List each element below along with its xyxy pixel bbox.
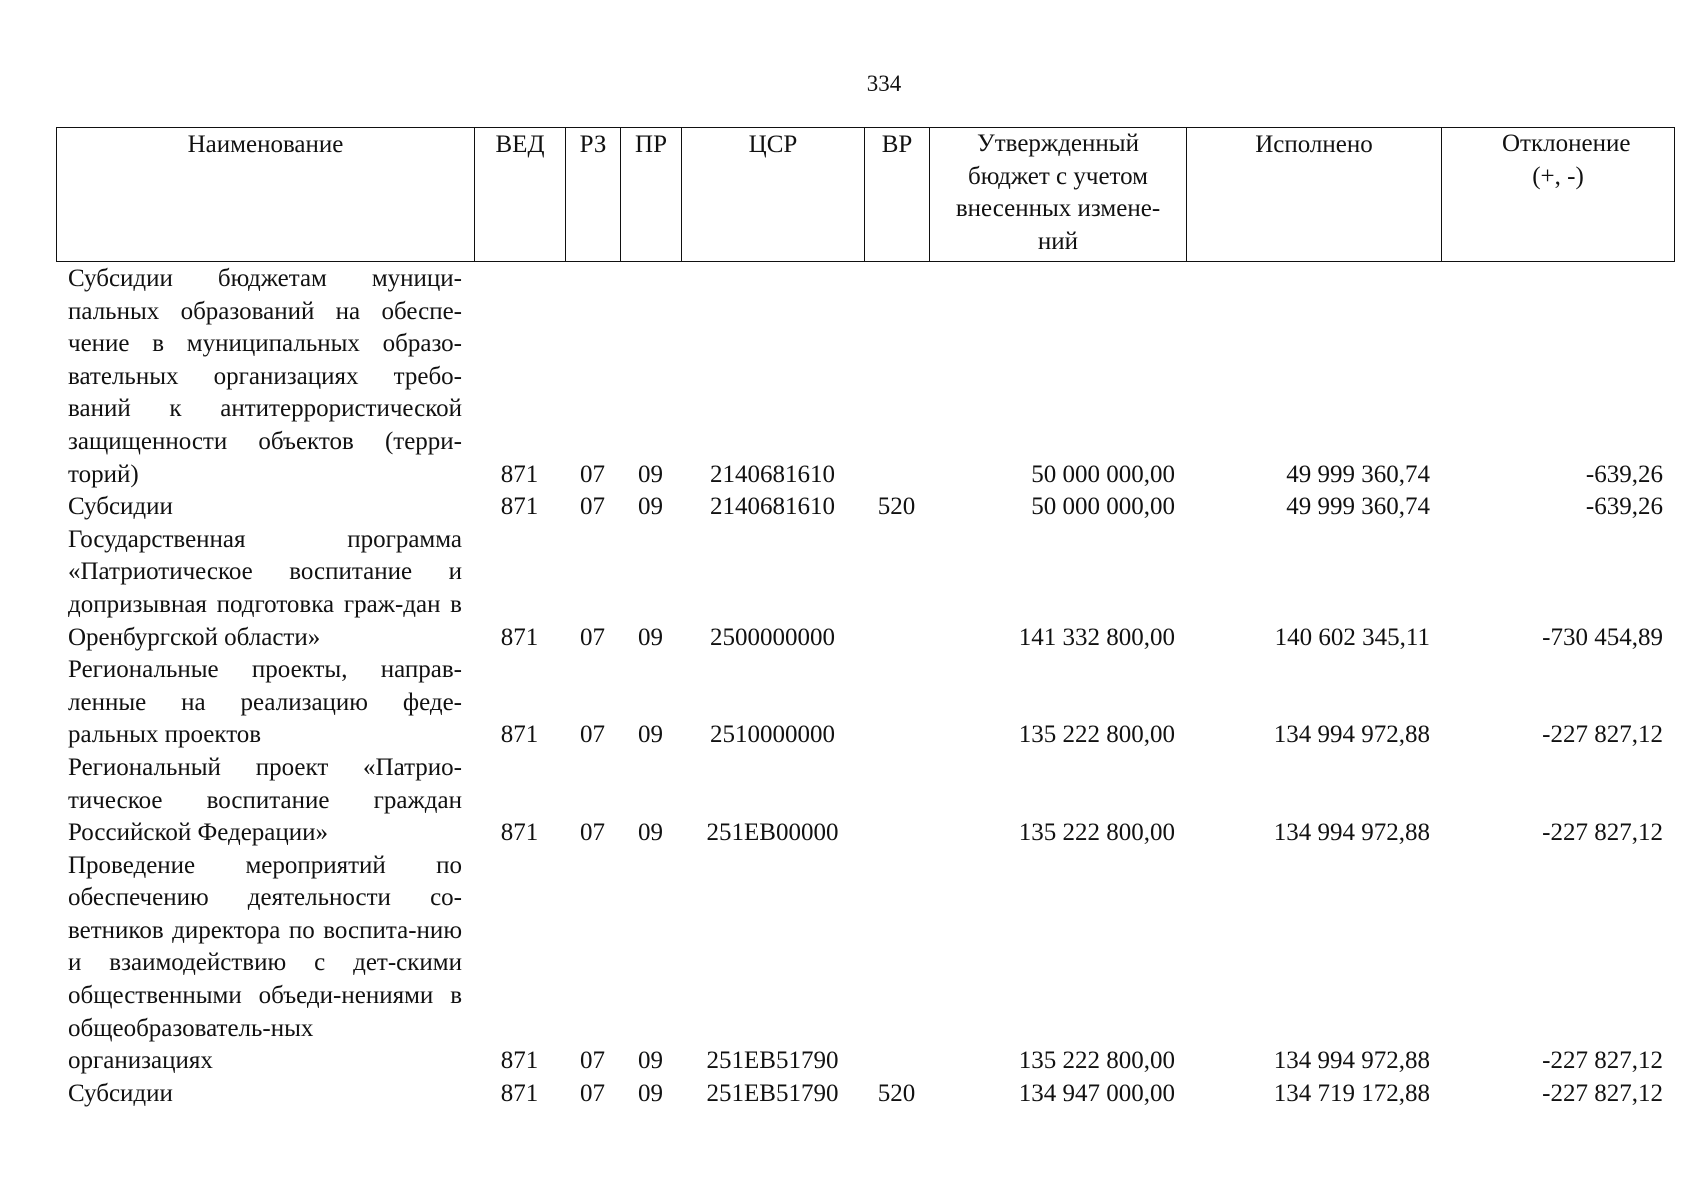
header-deviation: Отклонение (+, -) xyxy=(1442,128,1675,262)
cell-csr: 251EB00000 xyxy=(706,819,839,847)
table-row xyxy=(56,491,1674,524)
cell-csr: 2510000000 xyxy=(710,721,835,749)
header-rz: РЗ xyxy=(566,128,621,262)
header-pr: ПР xyxy=(621,128,682,262)
cell-ved: 871 xyxy=(500,1047,539,1075)
cell-name: Региональный проект «Патрио-тическое воспитание граждан Российской Федерации» xyxy=(68,753,462,847)
cell-executed: 49 999 360,74 xyxy=(1286,493,1430,521)
table-row xyxy=(56,1078,1674,1111)
cell-ved: 871 xyxy=(500,460,539,488)
cell-executed: 140 602 345,11 xyxy=(1274,623,1430,651)
cell-rz: 07 xyxy=(580,493,605,521)
table-row xyxy=(56,654,1674,752)
cell-csr: 2140681610 xyxy=(710,460,835,488)
cell-approved: 50 000 000,00 xyxy=(1031,460,1175,488)
cell-approved: 141 332 800,00 xyxy=(1018,623,1175,651)
cell-deviation: -227 827,12 xyxy=(1542,1079,1663,1107)
cell-vr: 520 xyxy=(877,493,916,521)
cell-rz: 07 xyxy=(580,460,605,488)
cell-pr: 09 xyxy=(638,493,663,521)
header-name: Наименование xyxy=(57,128,475,262)
cell-ved: 871 xyxy=(500,819,539,847)
cell-name: Субсидии xyxy=(68,493,173,521)
cell-ved: 871 xyxy=(500,721,539,749)
cell-vr: 520 xyxy=(877,1079,916,1107)
cell-pr: 09 xyxy=(638,460,663,488)
cell-executed: 134 994 972,88 xyxy=(1273,721,1430,749)
cell-deviation: -730 454,89 xyxy=(1542,623,1663,651)
cell-deviation: -639,26 xyxy=(1585,493,1663,521)
header-ved: ВЕД xyxy=(475,128,566,262)
cell-executed: 49 999 360,74 xyxy=(1286,460,1430,488)
cell-pr: 09 xyxy=(638,623,663,651)
header-executed: Исполнено xyxy=(1187,128,1442,262)
cell-csr: 251EB51790 xyxy=(706,1047,839,1075)
cell-vr xyxy=(864,263,929,491)
cell-approved: 135 222 800,00 xyxy=(1018,1047,1175,1075)
page-number: 334 xyxy=(866,71,902,96)
cell-approved: 135 222 800,00 xyxy=(1018,721,1175,749)
cell-ved: 871 xyxy=(500,1079,539,1107)
cell-csr: 251EB51790 xyxy=(706,1079,839,1107)
cell-ved: 871 xyxy=(500,623,539,651)
cell-name: Субсидии xyxy=(68,1079,173,1107)
cell-pr: 09 xyxy=(638,1079,663,1107)
cell-name: Государственная программа «Патриотическое воспитание и допризывная подготовка граж-дан в Оренбургской области» xyxy=(68,525,462,651)
cell-csr: 2140681610 xyxy=(710,493,835,521)
table-header xyxy=(56,127,1675,262)
cell-pr: 09 xyxy=(638,721,663,749)
cell-deviation: -227 827,12 xyxy=(1542,721,1663,749)
cell-deviation: -639,26 xyxy=(1585,460,1663,488)
cell-name: Региональные проекты, направ-ленные на реализацию феде-ральных проектов xyxy=(68,656,462,749)
cell-pr: 09 xyxy=(638,1047,663,1075)
cell-deviation: -227 827,12 xyxy=(1542,819,1663,847)
table-row xyxy=(56,524,1674,654)
table-row xyxy=(56,752,1674,850)
header-csr: ЦСР xyxy=(682,128,865,262)
cell-approved: 135 222 800,00 xyxy=(1018,819,1175,847)
cell-approved: 134 947 000,00 xyxy=(1018,1079,1175,1107)
table-row xyxy=(56,263,1674,491)
cell-ved: 871 xyxy=(500,493,539,521)
cell-rz: 07 xyxy=(580,1079,605,1107)
cell-rz: 07 xyxy=(580,623,605,651)
table-row xyxy=(56,850,1674,1078)
cell-rz: 07 xyxy=(580,819,605,847)
cell-executed: 134 994 972,88 xyxy=(1273,1047,1430,1075)
cell-name: Субсидии бюджетам муници-пальных образований на обеспе-чение в муниципальных образо-вательных организациях требо-ваний к антитеррористической защищенности объектов (терри-торий) xyxy=(68,265,462,488)
cell-vr xyxy=(864,524,929,654)
cell-vr xyxy=(864,654,929,752)
cell-vr xyxy=(864,850,929,1078)
cell-approved: 50 000 000,00 xyxy=(1031,493,1175,521)
cell-executed: 134 719 172,88 xyxy=(1273,1079,1430,1107)
cell-rz: 07 xyxy=(580,1047,605,1075)
cell-executed: 134 994 972,88 xyxy=(1273,819,1430,847)
cell-pr: 09 xyxy=(638,819,663,847)
cell-vr xyxy=(864,752,929,850)
cell-deviation: -227 827,12 xyxy=(1542,1047,1663,1075)
header-approved-budget: Утвержденный бюджет с учетом внесенных измене-ний xyxy=(930,128,1187,262)
header-vr: ВР xyxy=(865,128,930,262)
cell-rz: 07 xyxy=(580,721,605,749)
cell-name: Проведение мероприятий по обеспечению деятельности со-ветников директора по воспита-нию и взаимодействию с дет-скими общественными объеди-нениями в общеобразователь-ных организациях xyxy=(68,851,462,1075)
budget-table xyxy=(56,263,1674,1110)
cell-csr: 2500000000 xyxy=(710,623,835,651)
